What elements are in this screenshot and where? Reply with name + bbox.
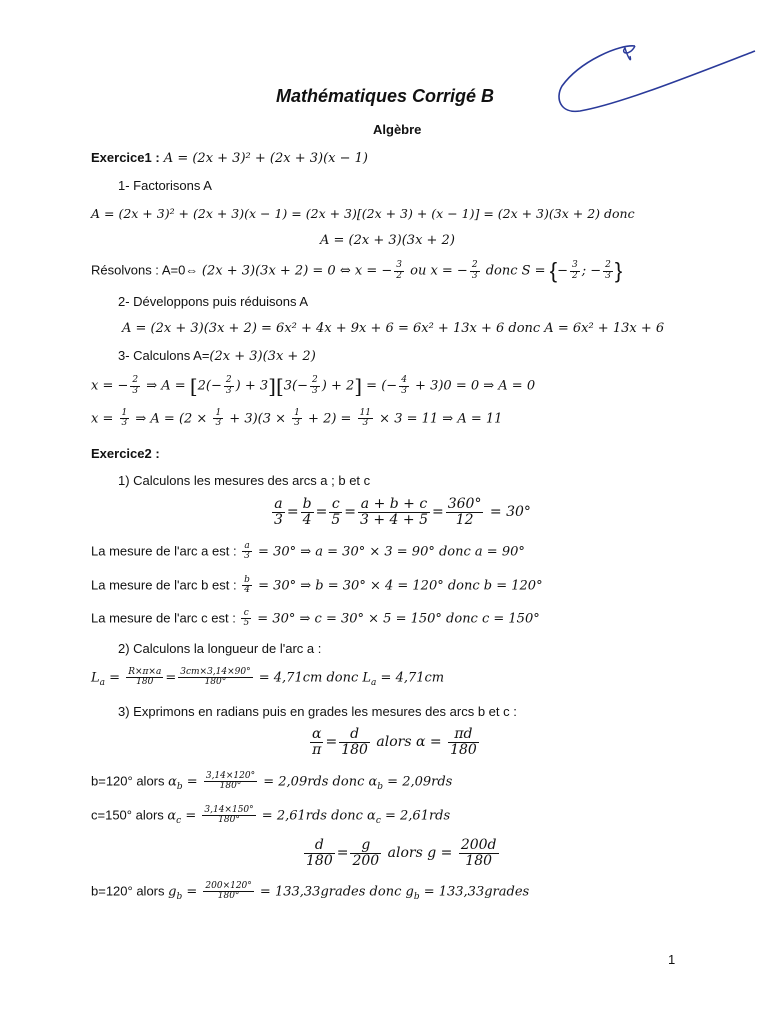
calc-text: + 3) xyxy=(410,378,444,394)
arc-a-text: La mesure de l'arc a est : xyxy=(91,543,241,559)
brace-open: { xyxy=(549,258,558,283)
numerator: 2 xyxy=(225,375,232,386)
equation-end: = 30° xyxy=(485,504,531,521)
resolution-label: Résolvons : A=0⇔ xyxy=(91,262,202,278)
step-calculons-label: 3- Calculons A= xyxy=(118,348,210,363)
b-grade-text: b=120° alors xyxy=(91,883,169,899)
numerator: a xyxy=(242,542,252,552)
fraction xyxy=(603,261,613,281)
b-radian-text: b=120° alors xyxy=(91,773,169,789)
arc-c-text: La mesure de l'arc c est : xyxy=(91,610,240,626)
numerator: 3cm×3,14×90° xyxy=(180,667,251,677)
exercise1-definition: A = (2x + 3)² + (2x + 3)(x − 1) xyxy=(159,151,368,166)
fraction xyxy=(224,376,234,396)
factorisation-result: A = (2x + 3)(3x + 2) xyxy=(320,233,455,248)
fraction xyxy=(241,609,251,629)
calc-text: + 3) xyxy=(225,411,258,427)
numerator: 3 xyxy=(571,260,578,271)
fraction xyxy=(470,261,480,281)
fraction xyxy=(570,261,580,281)
c-radian-eq: = 2,61rds donc α xyxy=(257,808,376,824)
step-longueur-arc: 2) Calculons la longueur de l'arc a : xyxy=(118,641,322,656)
fraction xyxy=(446,497,484,527)
fraction xyxy=(448,727,479,757)
denominator: 180 xyxy=(465,852,493,869)
fraction xyxy=(202,806,255,826)
alpha-subscript: c xyxy=(375,815,381,826)
numerator: b xyxy=(302,496,312,512)
denominator: 5 xyxy=(243,618,250,629)
fraction xyxy=(350,838,381,868)
denominator: 3 xyxy=(274,511,283,528)
denominator: 180° xyxy=(219,781,242,792)
fraction xyxy=(329,497,342,527)
numerator: 2 xyxy=(605,260,611,271)
fraction xyxy=(130,376,140,396)
fraction xyxy=(242,542,252,562)
denominator: 3 xyxy=(294,418,300,429)
calc-x-one-third xyxy=(91,409,502,429)
calc-text: (3 × xyxy=(257,411,291,427)
fraction xyxy=(394,261,404,281)
g-symbol: g xyxy=(168,884,177,900)
numerator: c xyxy=(241,609,251,619)
exercise1-statement xyxy=(91,150,368,166)
denominator: π xyxy=(312,741,322,758)
alpha-subscript: b xyxy=(176,781,183,792)
numerator: 3,14×120° xyxy=(205,771,256,781)
calc-text: 3(− xyxy=(283,378,308,394)
la-symbol: L xyxy=(91,670,100,686)
resolution-equation: (2x + 3)(3x + 2) = 0 ⇔ x = − xyxy=(201,263,393,279)
b-grade-eq: = 133,33grades donc g xyxy=(255,884,414,900)
exercise2-label: Exercice2 : xyxy=(91,446,160,461)
calc-text: 2(− xyxy=(197,378,222,394)
fraction xyxy=(310,727,323,757)
equals: = xyxy=(182,884,202,900)
calc-text: × 3 = 11 ⇒ A = 11 xyxy=(375,411,503,427)
arc-b-text: La mesure de l'arc b est : xyxy=(91,577,241,593)
numerator: b xyxy=(244,575,250,585)
numerator: 1 xyxy=(294,408,300,418)
denominator: 4 xyxy=(302,511,312,528)
denominator: 3 xyxy=(225,385,232,396)
denominator: 180° xyxy=(204,677,227,688)
fraction xyxy=(310,376,320,396)
b-radian-end: = 2,09rds xyxy=(383,774,453,790)
fraction xyxy=(178,668,252,688)
la-eq: = xyxy=(105,670,125,686)
calc-text: ⇒ A = xyxy=(142,378,190,394)
numerator: 3,14×150° xyxy=(204,805,254,815)
denominator: 3 xyxy=(215,418,222,429)
arc-b-line xyxy=(91,576,543,596)
la-result: = 4,71cm donc L xyxy=(254,670,372,686)
numerator: 2 xyxy=(312,375,318,386)
numerator: a + b + c xyxy=(358,497,430,513)
factorisation-line: A = (2x + 3)² + (2x + 3)(x − 1) = (2x + 3)[(2x + 3) + (x − 1)] = (2x + 3)(3x + 2) donc xyxy=(91,206,635,221)
bracket: [ xyxy=(275,374,284,398)
signature-scribble xyxy=(550,36,760,126)
arc-a-line xyxy=(91,542,525,562)
g-subscript: b xyxy=(176,891,183,902)
denominator: 2 xyxy=(396,270,402,281)
fraction xyxy=(399,376,409,396)
step-calculons-expr: (2x + 3)(3x + 2) xyxy=(209,349,316,364)
denominator: 3 xyxy=(401,385,407,396)
b-grade-line xyxy=(91,882,529,902)
bracket: ] xyxy=(354,374,363,398)
separator: ; − xyxy=(581,263,602,279)
fraction xyxy=(292,409,302,429)
page-title: Mathématiques Corrigé B xyxy=(276,86,495,106)
la-subscript: a xyxy=(99,678,106,689)
step-developpons: 2- Développons puis réduisons A xyxy=(118,294,309,309)
alpha-subscript: c xyxy=(176,815,182,826)
development-line: A = (2x + 3)(3x + 2) = 6x² + 4x + 9x + 6 = 6x² + 13x + 6 donc A = 6x² + 13x + 6 xyxy=(122,321,665,336)
denominator: 200 xyxy=(352,852,380,869)
fraction xyxy=(126,668,163,688)
grade-formula: $\frac{d}{180}$ = $\frac{g}{200}$ alors g = $\frac{200d}{180}$ xyxy=(306,837,497,869)
alpha-symbol: α xyxy=(167,808,177,824)
equals: = xyxy=(181,808,201,824)
denominator: 180 xyxy=(306,852,333,869)
resolution-or: ou x = − xyxy=(405,263,468,279)
denominator: 12 xyxy=(455,511,474,528)
fraction xyxy=(358,497,430,527)
numerator: g xyxy=(350,838,381,854)
brace-close: } xyxy=(614,258,623,283)
arc-length-line: $L_a$ = $\frac{R\times\pi\times a}{180}$ = $\frac{3cm\times 3,14\times 90^\circ}{180^\circ}$ = 4,71cm donc $L_a = 4,71cm$ xyxy=(91,667,445,689)
calc-text: (− xyxy=(381,378,398,394)
proportion-equation: $\frac{a}{3}$ = $\frac{b}{4}$ = $\frac{c}{5}$ = $\frac{a + b + c}{3 + 4 + 5}$ = $\frac{360^\circ}{12}$ = 30° xyxy=(274,496,531,528)
fraction xyxy=(272,497,285,527)
calc-text: ) + 3 xyxy=(235,378,269,394)
numerator: 200×120° xyxy=(205,881,252,891)
numerator: a xyxy=(272,497,285,513)
la-result-end: = 4,71cm xyxy=(376,670,445,686)
fraction xyxy=(203,882,253,902)
arc-a-equation: = 30° ⇒ a = 30° × 3 = 90° donc a = 90° xyxy=(253,544,525,560)
calc-text: x = − xyxy=(91,378,129,394)
la-subscript: a xyxy=(371,678,377,689)
numerator: πd xyxy=(448,727,479,743)
fraction xyxy=(339,727,370,757)
denominator: 180° xyxy=(217,891,240,902)
numerator: R×π×a xyxy=(128,667,162,677)
numerator: 2 xyxy=(132,375,139,386)
fraction xyxy=(358,409,373,429)
fraction xyxy=(301,497,314,527)
denominator: 3 xyxy=(471,270,478,281)
fraction xyxy=(459,838,499,868)
denominator: 3 xyxy=(121,418,128,429)
calc-x-minus-two-thirds xyxy=(91,374,535,398)
numerator: 1 xyxy=(121,408,128,418)
b-radian-line xyxy=(91,772,452,792)
c-radian-text: c=150° alors xyxy=(91,807,168,823)
calc-text: = xyxy=(336,411,356,427)
denominator: 180 xyxy=(136,677,154,688)
numerator: 2 xyxy=(471,260,478,271)
denominator: 3 + 4 + 5 xyxy=(360,511,428,528)
numerator: c xyxy=(329,497,342,513)
denominator: 3 xyxy=(312,385,318,396)
fraction xyxy=(242,576,252,596)
alors-alpha: alors α = xyxy=(371,734,447,751)
calc-text: ⇒ A = xyxy=(131,411,179,427)
arc-c-equation: = 30° ⇒ c = 30° × 5 = 150° donc c = 150° xyxy=(253,611,540,627)
resolution-line xyxy=(91,258,622,284)
bracket: [ xyxy=(189,374,198,398)
numerator: 3 xyxy=(396,260,402,271)
minus-sign: − xyxy=(557,263,568,279)
fraction xyxy=(304,838,335,868)
step-radians-grades: 3) Exprimons en radians puis en grades les mesures des arcs b et c : xyxy=(118,704,517,719)
calc-text: ) + 2 xyxy=(321,378,355,394)
denominator: 3 xyxy=(244,551,250,562)
fraction xyxy=(204,772,257,792)
b-grade-end: = 133,33grades xyxy=(419,884,530,900)
resolution-donc: donc S = xyxy=(481,263,550,279)
calc-text: = xyxy=(362,378,382,394)
denominator: 180 xyxy=(450,741,477,758)
step-calculons xyxy=(118,348,316,364)
denominator: 2 xyxy=(571,270,578,281)
denominator: 180 xyxy=(341,741,368,758)
denominator: 5 xyxy=(331,511,341,528)
numerator: d xyxy=(304,838,335,854)
radian-formula: $\frac{\alpha}{\pi}$ = $\frac{d}{180}$ alors α = $\frac{\pi d}{180}$ xyxy=(312,726,477,758)
denominator: 3 xyxy=(132,385,139,396)
alors-g: alors g = xyxy=(383,845,457,862)
section-title: Algèbre xyxy=(373,122,422,137)
numerator: d xyxy=(339,727,370,743)
numerator: 11 xyxy=(359,408,372,418)
arc-b-equation: = 30° ⇒ b = 30° × 4 = 120° donc b = 120° xyxy=(253,578,543,594)
calc-text: + 2) xyxy=(303,411,337,427)
numerator: 4 xyxy=(401,375,407,386)
fraction xyxy=(120,409,130,429)
denominator: 3 xyxy=(362,418,369,429)
g-subscript: b xyxy=(413,891,420,902)
arc-c-line xyxy=(91,609,540,629)
numerator: 200d xyxy=(460,837,497,853)
page-number: 1 xyxy=(668,952,676,967)
numerator: 360° xyxy=(447,496,482,512)
fraction xyxy=(213,409,223,429)
bracket: ] xyxy=(268,374,276,398)
calc-text: x = xyxy=(91,411,118,427)
c-radian-line xyxy=(91,806,450,826)
alpha-symbol: α xyxy=(168,774,177,790)
b-radian-eq: = 2,09rds donc α xyxy=(259,774,378,790)
equals: = xyxy=(182,774,202,790)
calc-text: (2 × xyxy=(178,411,212,427)
denominator: 180° xyxy=(218,815,240,826)
step-factorisons: 1- Factorisons A xyxy=(118,178,212,193)
calc-text: 0 = 0 ⇒ A = 0 xyxy=(443,378,536,394)
numerator: 1 xyxy=(215,408,222,418)
exercise1-label: Exercice1 : xyxy=(91,150,160,165)
step-mesures-arcs: 1) Calculons les mesures des arcs a ; b et c xyxy=(118,473,371,488)
denominator: 4 xyxy=(244,585,250,596)
alpha-subscript: b xyxy=(377,781,384,792)
denominator: 3 xyxy=(605,270,611,281)
numerator: α xyxy=(312,726,322,742)
c-radian-end: = 2,61rds xyxy=(380,808,451,824)
